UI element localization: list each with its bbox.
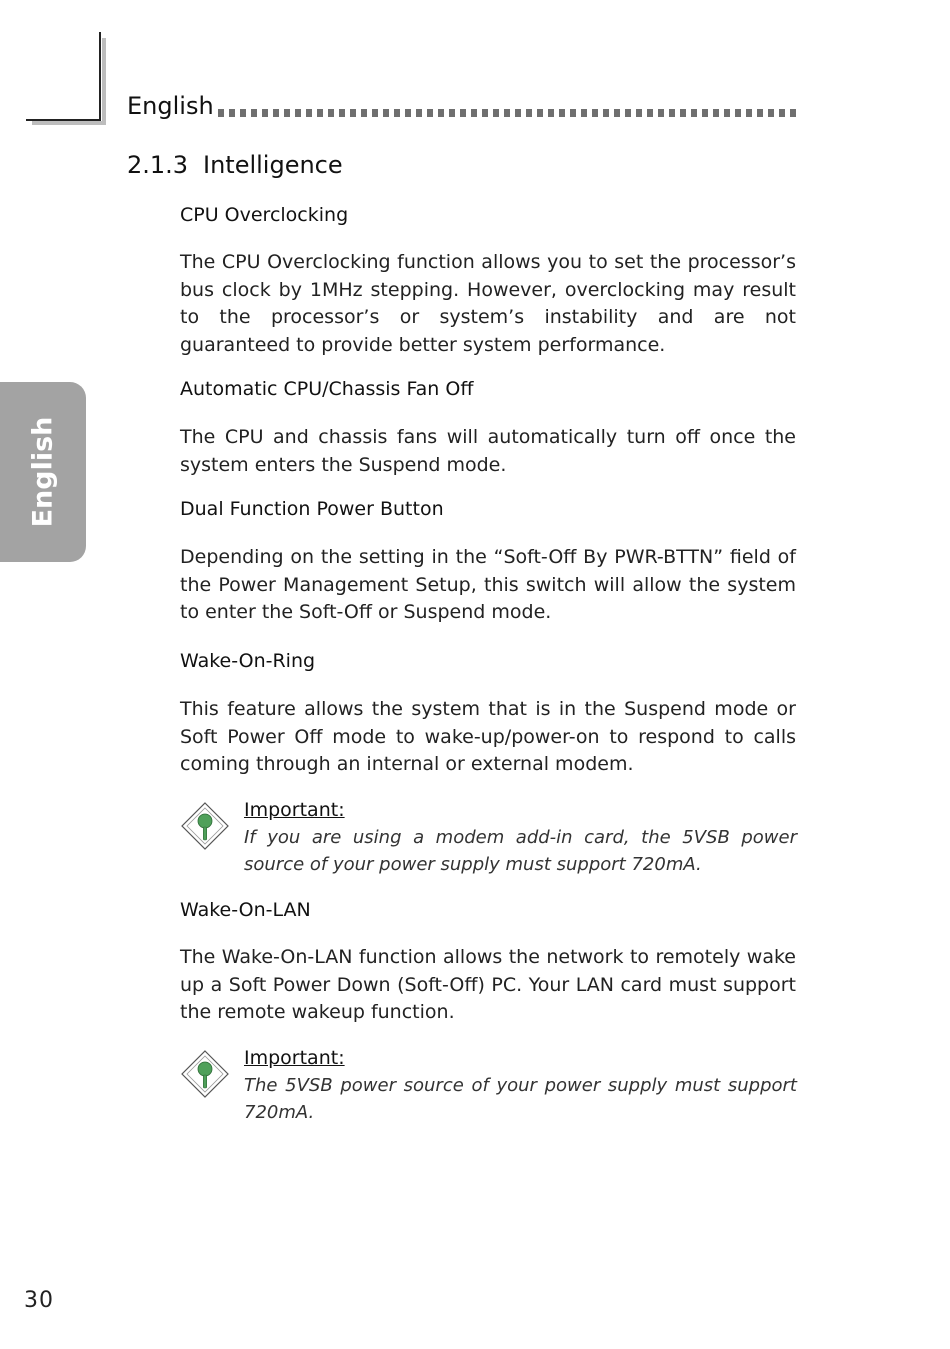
topic-heading: Automatic CPU/Chassis Fan Off — [180, 378, 474, 400]
note-title: Important: — [244, 1047, 345, 1069]
topic-heading: Wake-On-LAN — [180, 899, 311, 921]
corner-mark — [26, 119, 101, 121]
topic-heading: Wake-On-Ring — [180, 650, 316, 672]
note-text: If you are using a modem add-in card, the 5VSB power source of your power supply must support 720mA. — [244, 827, 797, 875]
topic-heading: CPU Overclocking — [180, 204, 349, 226]
corner-mark-shadow — [102, 38, 106, 124]
side-tab-label: English — [27, 416, 59, 528]
language-side-tab — [0, 382, 86, 562]
header-dot-leader — [218, 109, 796, 117]
important-pin-icon — [180, 801, 230, 851]
page-number: 30 — [24, 1288, 54, 1313]
section-heading — [127, 151, 343, 179]
section-title: Intelligence — [203, 151, 343, 179]
topic-body: The CPU and chassis fans will automatically turn off once the system enters the Suspend mode. — [180, 426, 796, 476]
topic-heading: Dual Function Power Button — [180, 498, 444, 520]
note-text: The 5VSB power source of your power supply must support 720mA. — [244, 1075, 797, 1123]
topic-body: This feature allows the system that is in the Suspend mode or Soft Power Off mode to wake-up/power-on to respond to calls coming through an internal or external modem. — [180, 698, 796, 775]
note-title: Important: — [244, 799, 345, 821]
important-pin-icon — [180, 1049, 230, 1099]
header-title: English — [127, 92, 214, 120]
corner-mark — [99, 32, 101, 120]
section-number: 2.1.3 — [127, 151, 189, 179]
topic-body: Depending on the setting in the “Soft-Off By PWR-BTTN” field of the Power Management Setup, this switch will allow the system to enter the Soft-Off or Suspend mode. — [180, 546, 796, 623]
topic-body: The Wake-On-LAN function allows the network to remotely wake up a Soft Power Down (Soft-Off) PC. Your LAN card must support the remote wakeup function. — [180, 946, 796, 1023]
topic-body: The CPU Overclocking function allows you to set the processor’s bus clock by 1MHz stepping. However, overclocking may result to the processor’s or system’s instability and are not guaranteed to provide better system performance. — [180, 251, 796, 356]
corner-mark-shadow — [32, 121, 106, 125]
